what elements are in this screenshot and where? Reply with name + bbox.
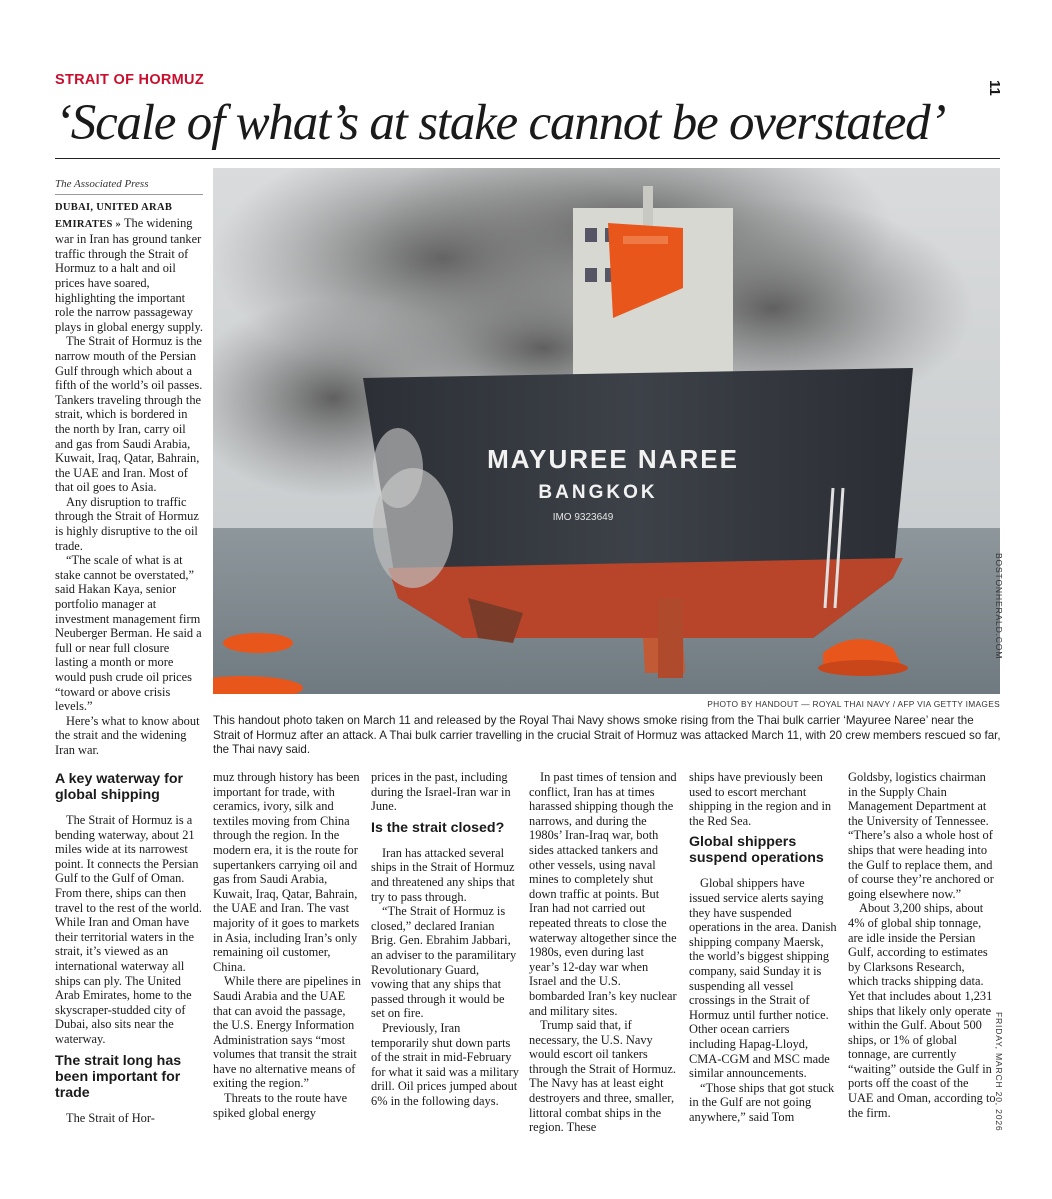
body-paragraph: About 3,200 ships, about 4% of global ship tonnage, are idle inside the Persian Gulf, according to estimates by Clarksons Research, which tracks shipping data. Yet that includes about 1,231 ships that likely only operate within the Gulf. About 500 ships, or 1% of global tonnage, are currently “waiting” outside the Gulf in ports off the coast of the UAE and Oman, according to the firm. [848,901,996,1120]
body-paragraph: “The Strait of Hormuz is closed,” declared Iranian Brig. Gen. Ebrahim Jabbari, an adviser to the paramilitary Revolutionary Guard, vowing that any ships that passed through it would be set on fire. [371,904,517,1021]
body-paragraph: The Strait of Hor- [66,1110,155,1125]
body-paragraph: Any disruption to traffic through the Strait of Hormuz is highly disruptive to the oil trade. [55,494,199,553]
byline-rule [55,194,203,195]
ship-port-text: BANGKOK [538,482,658,503]
headline-rule [55,158,1000,159]
dateline: DUBAI, UNITED ARAB EMIRATES » [55,202,173,230]
margin-site-url: BOSTONHERALD.COM [994,553,1004,660]
body-column-1 [55,771,203,1125]
body-paragraph: Global shippers have issued service alerts saying they have suspended operations in the area. Danish shipping company Maersk, the world’s biggest shipping company, said Sunday it is suspending all vessel crossings in the Strait of Hormuz until further notice. Other ocean carriers including Hapag-Lloyd, CMA-CGM and MSC made similar announcements. [689,876,837,1081]
body-column-6 [848,770,996,1120]
ship-name-text: MAYUREE NAREE [487,444,739,474]
body-column-2 [213,770,361,1120]
ship-imo-text: IMO 9323649 [552,512,614,523]
subhead: Is the strait closed? [371,819,505,836]
body-column-5 [689,770,837,1124]
body-paragraph: Previously, Iran temporarily shut down parts of the strait in mid-February for what it said was a military drill. Oil prices jumped about 6% in the following days. [371,1020,519,1108]
body-paragraph: While there are pipelines in Saudi Arabia and the UAE that can avoid the passage, the U.S. Energy Information Administration says “most volumes that transit the strait have no alternative means of exiting the region.” [213,974,361,1091]
lead-text: The widening war in Iran has ground tanker traffic through the Strait of Hormuz to a halt and oil prices have soared, highlighting the important role the narrow passageway plays in global energy supply. [55,215,203,334]
body-paragraph: muz through history has been important for trade, with ceramics, ivory, silk and textiles moving from China through the region. In the modern era, it is the route for supertankers carrying oil and gas from Saudi Arabia, Kuwait, Iraq, Qatar, Bahrain, the UAE and Iran. The vast majority of it goes to markets in Asia, including Iran’s only remaining oil customer, China. [213,770,360,974]
body-column-3 [371,770,519,1108]
body-paragraph: Trump said that, if necessary, the U.S. Navy would escort oil tankers through the Strait of Hormuz. The Navy has at least eight destroyers and three, smaller, littoral combat ships in the region. These [529,1018,676,1135]
body-paragraph: Threats to the route have spiked global energy [213,1091,348,1120]
body-paragraph: “Those ships that got stuck in the Gulf are not going anywhere,” said Tom [689,1080,835,1124]
subhead: The strait long has been important for trade [55,1052,182,1101]
section-kicker: STRAIT OF HORMUZ [55,72,204,88]
lead-column [55,199,203,758]
ship-photo [213,168,1000,694]
body-paragraph: ships have previously been used to escort merchant shipping in the region and in the Red Sea. [689,770,832,828]
body-paragraph: The Strait of Hormuz is a bending waterway, about 21 miles wide at its narrowest point. It connects the Persian Gulf to the Gulf of Oman. From there, ships can then travel to the rest of the world. While Iran and Oman have their territorial waters in the strait, it’s viewed as an international waterway all ships can ply. The United Arab Emirates, home to the skyscraper-studded city of Dubai, also sits near the waterway. [55,813,202,1046]
news-photo [213,168,1000,694]
page-number: 11 [986,80,1003,96]
subhead: A key waterway for global shipping [55,771,184,803]
body-paragraph: In past times of tension and conflict, Iran has at times harassed shipping though the narrows, and during the 1980s’ Iran-Iraq war, both sides attacked tankers and other vessels, using naval mines to completely shut down traffic at points. But Iran had not carried out repeated threats to close the waterway altogether since the 1980s, even during last year’s 12-day war when Israel and the U.S. bombarded Iran’s key nuclear and military sites. [529,770,677,1018]
headline: ‘Scale of what’s at stake cannot be overstated’ [55,95,946,151]
photo-caption: This handout photo taken on March 11 and released by the Royal Thai Navy shows smoke rising from the Thai bulk carrier ‘Mayuree Naree’ near the Strait of Hormuz after an attack. A Thai bulk carrier travelling in the crucial Strait of Hormuz was attacked March 11, with 20 crew members rescued so far, the Thai navy said. [213,714,1001,756]
lead-paragraph [55,199,203,334]
photo-credit: PHOTO BY HANDOUT — ROYAL THAI NAVY / AFP VIA GETTY IMAGES [707,699,1000,709]
body-paragraph: Iran has attacked several ships in the Strait of Hormuz and threatened any ships that try to pass through. [371,845,515,904]
byline: The Associated Press [55,178,149,190]
body-paragraph: Here’s what to know about the strait and the widening Iran war. [55,713,200,757]
margin-date: FRIDAY, MARCH 20, 2026 [994,1012,1004,1132]
body-paragraph: Goldsby, logistics chairman in the Supply Chain Management Department at the University of Tennessee. “There’s also a whole host of ships that were heading into the Gulf to replace them, and of course they’re anchored or going elsewhere now.” [848,770,994,901]
body-paragraph: “The scale of what is at stake cannot be overstated,” said Hakan Kaya, senior portfolio manager at investment management firm Neuberger Berman. He said a full or near full closure lasting a month or more would push crude oil prices “toward or above crisis levels.” [55,553,202,714]
body-paragraph: The Strait of Hormuz is the narrow mouth of the Persian Gulf through which about a fifth of the world’s oil passes. Tankers traveling through the strait, which is bordered in the north by Iran, carry oil and gas from Saudi Arabia, Kuwait, Iraq, Qatar, Bahrain, the UAE and Iran. Most of that oil goes to Asia. [55,334,203,495]
body-column-4 [529,770,677,1135]
body-paragraph: prices in the past, including during the Israel-Iran war in June. [371,770,511,814]
subhead: Global shippers suspend operations [689,834,824,867]
